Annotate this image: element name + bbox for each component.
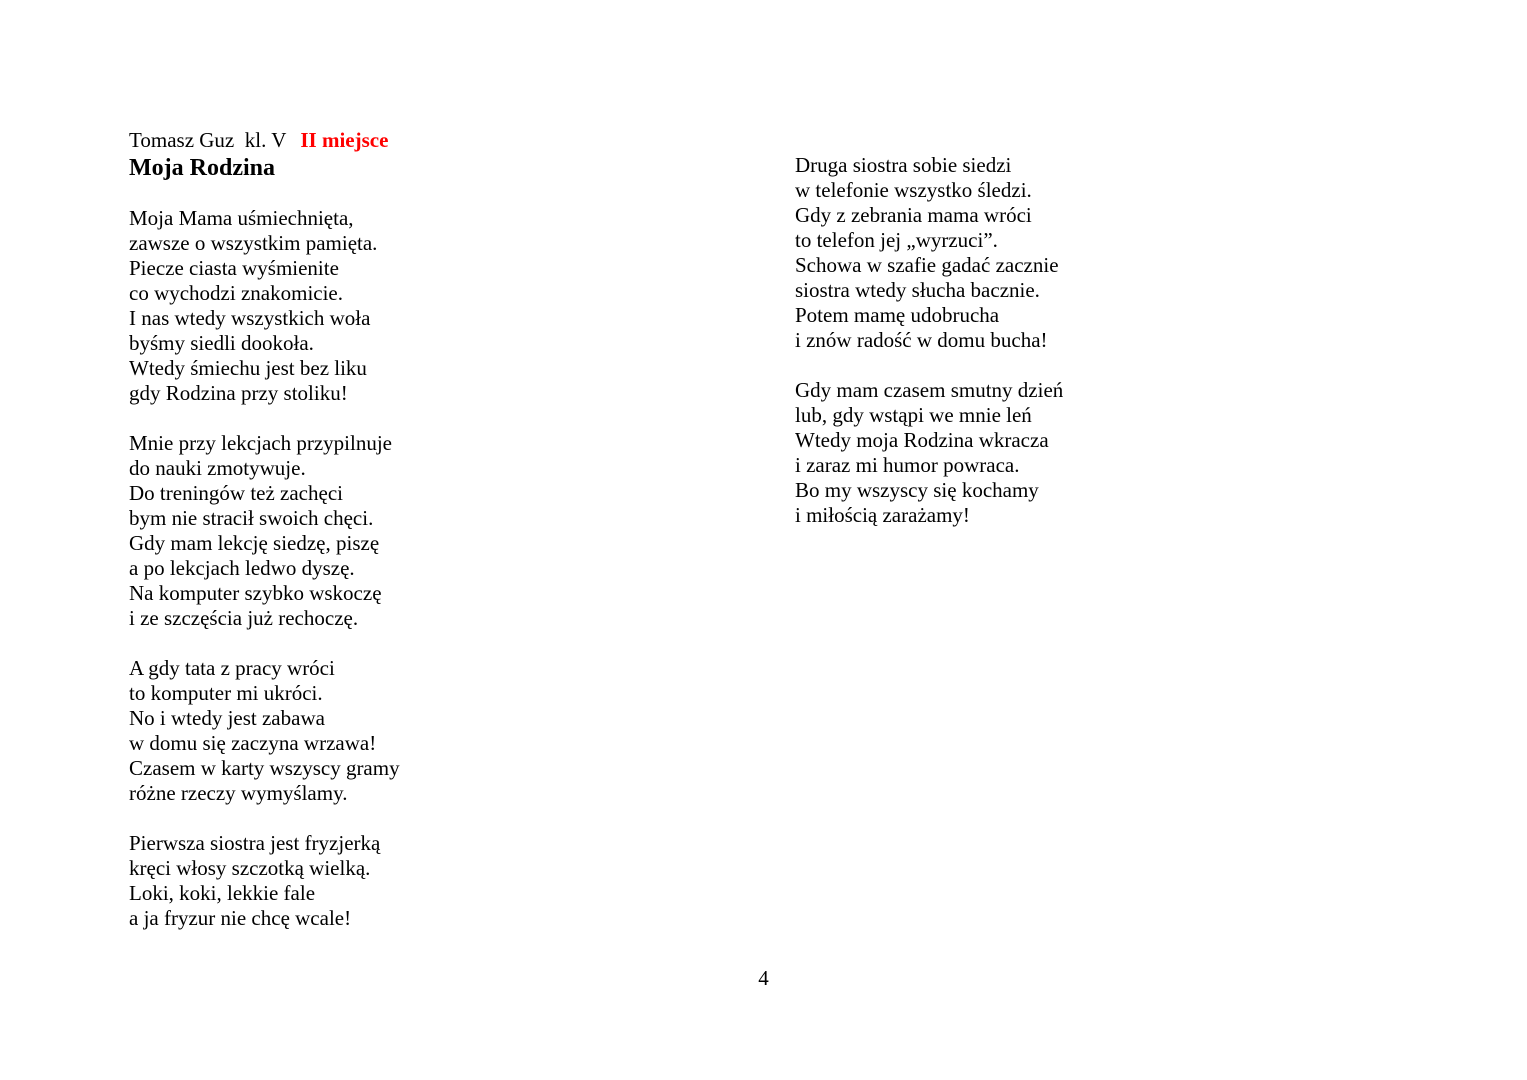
poem-line: to komputer mi ukróci. bbox=[129, 681, 323, 705]
poem-line: Bo my wszyscy się kochamy bbox=[795, 478, 1039, 502]
poem-line: No i wtedy jest zabawa bbox=[129, 706, 325, 730]
right-column bbox=[795, 153, 1395, 528]
poem-line: Schowa w szafie gadać zacznie bbox=[795, 253, 1059, 277]
author-line: Tomasz Guz kl. V bbox=[129, 128, 287, 152]
poem-line: lub, gdy wstąpi we mnie leń bbox=[795, 403, 1032, 427]
poem-line: siostra wtedy słucha bacznie. bbox=[795, 278, 1040, 302]
poem-line: to telefon jej „wyrzuci”. bbox=[795, 228, 998, 252]
stanza bbox=[129, 656, 729, 806]
poem-line: byśmy siedli dookoła. bbox=[129, 331, 314, 355]
poem-line: różne rzeczy wymyślamy. bbox=[129, 781, 348, 805]
stanza bbox=[129, 206, 729, 406]
poem-line: a ja fryzur nie chcę wcale! bbox=[129, 906, 352, 930]
poem-line: a po lekcjach ledwo dyszę. bbox=[129, 556, 355, 580]
stanza bbox=[129, 431, 729, 631]
poem-line: kręci włosy szczotką wielką. bbox=[129, 856, 371, 880]
poem-line: Moja Mama uśmiechnięta, bbox=[129, 206, 354, 230]
poem-line: Gdy mam czasem smutny dzień bbox=[795, 378, 1064, 402]
poem-line: Gdy mam lekcję siedzę, piszę bbox=[129, 531, 380, 555]
stanza bbox=[129, 831, 729, 931]
stanza bbox=[795, 378, 1395, 528]
poem-line: Potem mamę udobrucha bbox=[795, 303, 1000, 327]
poem-line: I nas wtedy wszystkich woła bbox=[129, 306, 371, 330]
poem-header bbox=[129, 128, 729, 153]
poem-line: do nauki zmotywuje. bbox=[129, 456, 306, 480]
poem-line: Gdy z zebrania mama wróci bbox=[795, 203, 1032, 227]
poem-line: Pierwsza siostra jest fryzjerką bbox=[129, 831, 381, 855]
poem-line: i znów radość w domu bucha! bbox=[795, 328, 1048, 352]
poem-line: gdy Rodzina przy stoliku! bbox=[129, 381, 348, 405]
poem-line: i zaraz mi humor powraca. bbox=[795, 453, 1020, 477]
poem-line: co wychodzi znakomicie. bbox=[129, 281, 343, 305]
stanza bbox=[795, 153, 1395, 353]
poem-line: A gdy tata z pracy wróci bbox=[129, 656, 335, 680]
page-number: 4 bbox=[758, 966, 769, 990]
stanza-gap bbox=[129, 406, 729, 431]
poem-line: Czasem w karty wszyscy gramy bbox=[129, 756, 400, 780]
poem-line: bym nie stracił swoich chęci. bbox=[129, 506, 374, 530]
poem-line: Na komputer szybko wskoczę bbox=[129, 581, 382, 605]
poem-line: Wtedy śmiechu jest bez liku bbox=[129, 356, 367, 380]
stanza-gap bbox=[795, 353, 1395, 378]
stanza-gap bbox=[129, 806, 729, 831]
poem-line: Loki, koki, lekkie fale bbox=[129, 881, 316, 905]
poem-line: Wtedy moja Rodzina wkracza bbox=[795, 428, 1049, 452]
poem-line: w telefonie wszystko śledzi. bbox=[795, 178, 1032, 202]
poem-line: w domu się zaczyna wrzawa! bbox=[129, 731, 377, 755]
stanza-gap bbox=[129, 631, 729, 656]
poem-line: zawsze o wszystkim pamięta. bbox=[129, 231, 378, 255]
poem-line: i ze szczęścia już rechoczę. bbox=[129, 606, 359, 630]
left-column bbox=[129, 128, 729, 931]
award-place: II miejsce bbox=[300, 128, 389, 152]
poem-line: Druga siostra sobie siedzi bbox=[795, 153, 1012, 177]
poem-line: Piecze ciasta wyśmienite bbox=[129, 256, 339, 280]
poem-line: Do treningów też zachęci bbox=[129, 481, 343, 505]
poem-title: Moja Rodzina bbox=[129, 155, 275, 181]
poem-line: Mnie przy lekcjach przypilnuje bbox=[129, 431, 392, 455]
poem-line: i miłością zarażamy! bbox=[795, 503, 970, 527]
